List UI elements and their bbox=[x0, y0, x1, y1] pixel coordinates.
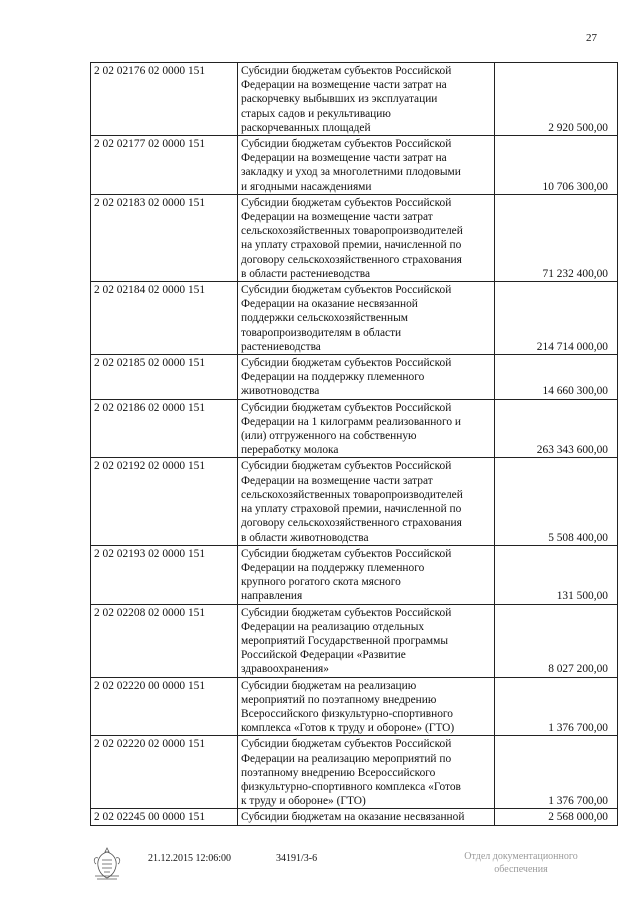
table-row bbox=[91, 63, 618, 136]
description-line: Федерации на возмещение части затрат на bbox=[241, 152, 447, 165]
description-line: Субсидии бюджетам субъектов Российской bbox=[241, 738, 452, 751]
amount: 71 232 400,00 bbox=[495, 194, 618, 281]
description-line: к труду и обороне» (ГТО) bbox=[241, 795, 366, 808]
amount: 5 508 400,00 bbox=[495, 458, 618, 545]
description-line: Федерации на реализацию отдельных bbox=[241, 620, 425, 633]
classification-code: 2 02 02245 00 0000 151 bbox=[91, 809, 238, 825]
income-description bbox=[238, 458, 495, 545]
description-line: Федерации на возмещение части затрат bbox=[241, 211, 433, 224]
classification-code: 2 02 02193 02 0000 151 bbox=[91, 545, 238, 604]
amount: 2 920 500,00 bbox=[495, 63, 618, 136]
income-description bbox=[238, 399, 495, 458]
description-line: на уплату страховой премии, начисленной по bbox=[241, 239, 462, 252]
income-description bbox=[238, 677, 495, 736]
description-line: Федерации на оказание несвязанной bbox=[241, 298, 418, 311]
description-line: Субсидии бюджетам субъектов Российской bbox=[241, 65, 452, 77]
classification-code: 2 02 02220 00 0000 151 bbox=[91, 677, 238, 736]
description-line: в области животноводства bbox=[241, 531, 369, 544]
coat-of-arms-icon bbox=[92, 846, 122, 880]
table-row bbox=[91, 355, 618, 400]
description-line: Федерации на поддержку племенного bbox=[241, 371, 425, 384]
stamp-line-2: обеспечения bbox=[494, 864, 548, 875]
description-line: физкультурно-спортивного комплекса «Готов bbox=[241, 780, 461, 793]
table-row bbox=[91, 809, 618, 825]
description-line: Субсидии бюджетам субъектов Российской bbox=[241, 547, 452, 560]
revenue-table bbox=[90, 62, 618, 826]
description-line: переработку молока bbox=[241, 444, 339, 457]
description-line: Федерации на реализацию мероприятий по bbox=[241, 752, 452, 765]
footer-timestamp: 21.12.2015 12:06:00 bbox=[148, 853, 232, 864]
classification-code: 2 02 02177 02 0000 151 bbox=[91, 136, 238, 195]
description-line: Федерации на возмещение части затрат bbox=[241, 474, 433, 487]
description-line: Федерации на поддержку племенного bbox=[241, 561, 425, 574]
description-line: Субсидии бюджетам субъектов Российской bbox=[241, 138, 452, 151]
table-row bbox=[91, 736, 618, 809]
description-line: мероприятий по поэтапному внедрению bbox=[241, 693, 437, 706]
income-description bbox=[238, 63, 495, 136]
description-line: товаропроизводителям в области bbox=[241, 326, 402, 339]
table-row bbox=[91, 399, 618, 458]
description-line: закладку и уход за многолетними плодовыми bbox=[241, 166, 461, 179]
amount: 8 027 200,00 bbox=[495, 604, 618, 677]
description-line: поэтапному внедрению Всероссийского bbox=[241, 766, 436, 779]
description-line: Федерации на возмещение части затрат на bbox=[241, 79, 447, 92]
description-line: здравоохранения» bbox=[241, 663, 329, 676]
income-description bbox=[238, 355, 495, 400]
income-description bbox=[238, 736, 495, 809]
income-description bbox=[238, 282, 495, 355]
description-line: животноводства bbox=[241, 385, 320, 398]
table-row bbox=[91, 677, 618, 736]
amount: 10 706 300,00 bbox=[495, 136, 618, 195]
amount: 263 343 600,00 bbox=[495, 399, 618, 458]
description-line: крупного рогатого скота мясного bbox=[241, 576, 401, 589]
description-line: Субсидии бюджетам субъектов Российской bbox=[241, 357, 452, 370]
description-line: поддержки сельскохозяйственным bbox=[241, 312, 408, 325]
description-line: растениеводства bbox=[241, 340, 321, 353]
description-line: Субсидии бюджетам на реализацию bbox=[241, 679, 417, 692]
income-description bbox=[238, 136, 495, 195]
description-line: Субсидии бюджетам субъектов Российской bbox=[241, 401, 452, 414]
income-description bbox=[238, 545, 495, 604]
department-stamp bbox=[446, 850, 596, 876]
table-row bbox=[91, 458, 618, 545]
description-line: Федерации на 1 килограмм реализованного и bbox=[241, 415, 462, 428]
description-line: мероприятий Государственной программы bbox=[241, 634, 448, 647]
description-line: Субсидии бюджетам субъектов Российской bbox=[241, 196, 452, 209]
description-line: раскорчеванных площадей bbox=[241, 121, 371, 134]
income-description bbox=[238, 194, 495, 281]
classification-code: 2 02 02208 02 0000 151 bbox=[91, 604, 238, 677]
description-line: старых садов и рекультивацию bbox=[241, 107, 391, 120]
description-line: направления bbox=[241, 590, 303, 603]
table-row bbox=[91, 282, 618, 355]
description-line: договору сельскохозяйственного страхования bbox=[241, 253, 462, 266]
table-row bbox=[91, 194, 618, 281]
description-line: в области растениеводства bbox=[241, 267, 371, 280]
classification-code: 2 02 02176 02 0000 151 bbox=[91, 63, 238, 136]
classification-code: 2 02 02192 02 0000 151 bbox=[91, 458, 238, 545]
description-line: сельскохозяйственных товаропроизводителей bbox=[241, 488, 463, 501]
classification-code: 2 02 02183 02 0000 151 bbox=[91, 194, 238, 281]
table-row bbox=[91, 545, 618, 604]
amount: 14 660 300,00 bbox=[495, 355, 618, 400]
table-body bbox=[91, 63, 618, 826]
stamp-line-1: Отдел документационного bbox=[464, 851, 578, 862]
description-line: Субсидии бюджетам на оказание несвязанной bbox=[241, 811, 465, 824]
description-line: Российской Федерации «Развитие bbox=[241, 649, 406, 662]
description-line: Всероссийского физкультурно-спортивного bbox=[241, 707, 453, 720]
amount: 131 500,00 bbox=[495, 545, 618, 604]
description-line: сельскохозяйственных товаропроизводителей bbox=[241, 225, 463, 238]
footer-doc-number: 34191/3-6 bbox=[276, 853, 318, 864]
description-line: Субсидии бюджетам субъектов Российской bbox=[241, 284, 452, 297]
income-description bbox=[238, 809, 495, 825]
page-number: 27 bbox=[586, 32, 597, 44]
amount: 1 376 700,00 bbox=[495, 677, 618, 736]
description-line: договору сельскохозяйственного страхования bbox=[241, 517, 462, 530]
amount: 214 714 000,00 bbox=[495, 282, 618, 355]
classification-code: 2 02 02184 02 0000 151 bbox=[91, 282, 238, 355]
description-line: (или) отгруженного на собственную bbox=[241, 430, 417, 443]
description-line: раскорчевку выбывших из эксплуатации bbox=[241, 93, 438, 106]
amount: 1 376 700,00 bbox=[495, 736, 618, 809]
description-line: Субсидии бюджетам субъектов Российской bbox=[241, 460, 452, 473]
description-line: на уплату страховой премии, начисленной по bbox=[241, 503, 462, 516]
description-line: и ягодными насаждениями bbox=[241, 180, 372, 193]
classification-code: 2 02 02220 02 0000 151 bbox=[91, 736, 238, 809]
table-row bbox=[91, 136, 618, 195]
amount: 2 568 000,00 bbox=[495, 809, 618, 825]
income-description bbox=[238, 604, 495, 677]
classification-code: 2 02 02186 02 0000 151 bbox=[91, 399, 238, 458]
description-line: Субсидии бюджетам субъектов Российской bbox=[241, 606, 452, 619]
table-row bbox=[91, 604, 618, 677]
description-line: комплекса «Готов к труду и обороне» (ГТО) bbox=[241, 722, 455, 735]
classification-code: 2 02 02185 02 0000 151 bbox=[91, 355, 238, 400]
